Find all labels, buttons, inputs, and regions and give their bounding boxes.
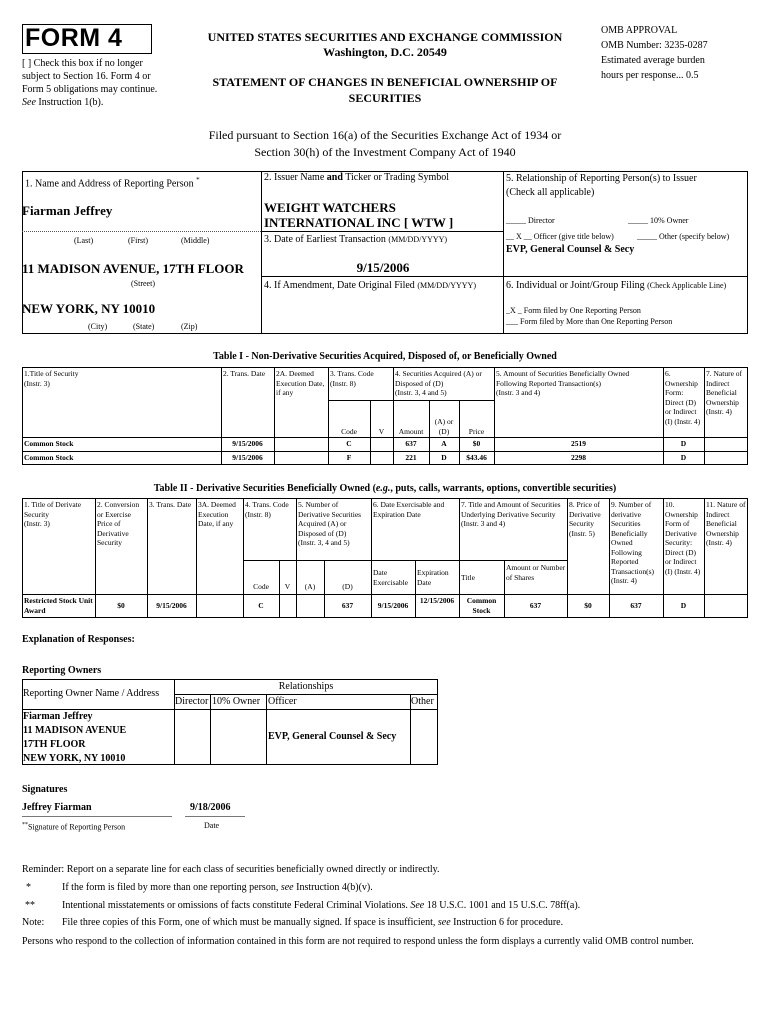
t1-r1-aord: A <box>441 439 447 448</box>
t1-r2-title: Common Stock <box>24 453 74 462</box>
t2-sub-exercisable: Date Exercisable <box>373 568 408 587</box>
owner-name-address <box>23 710 126 766</box>
table1-title: Table I - Non-Derivative Securities Acquired, Disposed of, or Beneficially Owned <box>213 351 557 362</box>
issuer-name-1: WEIGHT WATCHERS <box>264 200 396 215</box>
reporting-owners-title: Reporting Owners <box>22 665 102 676</box>
note-text <box>62 917 752 928</box>
t2-title-b: , puts, calls, warrants, options, convertible securities) <box>390 483 617 494</box>
form-title: FORM 4 <box>25 24 123 52</box>
owners-h-officer: Officer <box>268 696 297 707</box>
t2-title-a: Table II - Derivative Securities Beneficially Owned ( <box>153 483 376 494</box>
box4-label-text: 4. If Amendment, Date Original Filed <box>264 280 415 291</box>
state-label: (State) <box>133 322 155 331</box>
box2-label <box>264 172 449 183</box>
t1-r1-title: Common Stock <box>24 439 74 448</box>
middle-label: (Middle) <box>181 236 210 245</box>
t2-r-d: 637 <box>341 601 354 610</box>
box3-label-text: 3. Date of Earliest Transaction <box>264 234 386 245</box>
footnote-star-mark: * <box>26 882 31 893</box>
box2-label-a: 2. Issuer Name <box>264 172 325 183</box>
first-label: (First) <box>128 236 148 245</box>
box5-label-1: 5. Relationship of Reporting Person(s) to Issuer <box>506 173 697 184</box>
t1-r1-date: 9/15/2006 <box>232 439 263 448</box>
filed-pursuant-1: Filed pursuant to Section 16(a) of the Securities Exchange Act of 1934 or <box>208 128 562 142</box>
t1-h-acq: 4. Securities Acquired (A) or Disposed of (D) (Instr. 3, 4 and 5) <box>395 369 482 397</box>
t1-h-code: 3. Trans. Code (Instr. 8) <box>330 369 374 388</box>
t2-r-exp: 12/15/2006 <box>419 596 455 605</box>
t2-sub-expiration: Expiration Date <box>417 568 449 587</box>
t2-sub-amount: Amount or Number of Shares <box>506 563 566 582</box>
box1-star: * <box>196 176 200 184</box>
fn1-text-b: Instruction 4(b)(v). <box>296 882 373 893</box>
t2-h1: 1. Title of Derivate Security (Instr. 3) <box>24 500 82 528</box>
officer-checkbox[interactable]: __ X __ Officer (give title below) <box>506 232 614 241</box>
owners-h-director: Director <box>175 696 209 707</box>
filed-pursuant-2: Section 30(h) of the Investment Company Act of 1940 <box>254 145 516 159</box>
street-label: (Street) <box>131 279 155 288</box>
t2-r-conv: $0 <box>117 601 125 610</box>
reporting-person-name: Fiarman Jeffrey <box>22 203 113 218</box>
table2-title <box>22 483 748 494</box>
t2-r-price: $0 <box>584 601 592 610</box>
omb-box <box>601 23 761 83</box>
t2-h3: 3. Trans. Date <box>149 500 192 509</box>
last-label: (Last) <box>74 236 94 245</box>
t2-sub-a: (A) <box>304 582 316 591</box>
t1-sub-price: Price <box>468 427 485 436</box>
t2-r-und-amt: 637 <box>529 601 542 610</box>
box2-label-b: Ticker or Trading Symbol <box>345 172 450 183</box>
sig-label-text: Signature of Reporting Person <box>28 822 126 832</box>
note-text-b: Instruction 6 for procedure. <box>453 917 564 928</box>
t2-h7: 7. Title and Amount of Securities Underlying Derivative Security (Instr. 3 and 4) <box>461 500 561 528</box>
t1-h-form: 6. Ownership Form: Direct (D) or Indirect (I) (Instr. 4) <box>665 369 701 426</box>
box4-label <box>264 280 476 291</box>
t1-h-amount: 5. Amount of Securities Beneficially Owned Following Reported Transaction(s) (Instr. 3 and 4) <box>496 369 630 397</box>
explanation-heading: Explanation of Responses: <box>22 634 135 645</box>
t2-r-date: 9/15/2006 <box>156 601 187 610</box>
omb-approval: OMB APPROVAL <box>601 25 678 36</box>
t2-h5: 5. Number of Derivative Securities Acquired (A) or Disposed of (D) (Instr. 3, 4 and 5) <box>298 500 362 547</box>
date-label: Date <box>204 821 220 830</box>
fn2-text-a: Intentional misstatements or omissions of facts constitute Federal Criminal Violations. <box>62 900 408 911</box>
ten-percent-owner-checkbox[interactable]: _____ 10% Owner <box>628 216 689 225</box>
fn1-see: see <box>280 882 294 893</box>
owner-line-4: NEW YORK, NY 10010 <box>23 753 126 764</box>
signer-name: Jeffrey Fiarman <box>22 802 92 813</box>
agency-location: Washington, D.C. 20549 <box>323 45 447 59</box>
owner-line-2: 11 MADISON AVENUE <box>23 725 127 736</box>
owner-officer-title: EVP, General Counsel & Secy <box>268 731 397 742</box>
signatures-title: Signatures <box>22 784 68 795</box>
issuer-name-2: INTERNATIONAL INC [ WTW ] <box>264 215 454 230</box>
other-checkbox[interactable]: _____ Other (specify below) <box>637 232 730 241</box>
t1-r1-price: $0 <box>472 439 481 448</box>
box4-format: (MM/DD/YYYY) <box>417 281 476 290</box>
note-text-a: File three copies of this Form, one of which must be manually signed. If space is insufficient, <box>62 917 436 928</box>
note-see: see <box>437 917 451 928</box>
t1-h-title: 1.Title of Security (Instr. 3) <box>24 369 79 388</box>
owners-h-ten: 10% Owner <box>212 696 261 707</box>
box6-label-small: (Check Applicable Line) <box>647 281 727 290</box>
t1-sub-aord: (A) or (D) <box>434 417 454 436</box>
t1-h-date: 2. Trans. Date <box>223 369 266 378</box>
persons-notice: Persons who respond to the collection of information contained in this form are not required to respond unless the form displays a currently valid OMB control number. <box>22 936 694 947</box>
filing-option-more[interactable]: ___ Form filed by More than One Reporting Person <box>506 317 673 326</box>
footnote-double-star-mark: ** <box>25 900 35 911</box>
reminder-text: Reminder: Report on a separate line for each class of securities beneficially owned directly or indirectly. <box>22 864 440 875</box>
see-word: See <box>22 97 36 108</box>
owner-line-3: 17TH FLOOR <box>23 739 86 750</box>
city-state-zip: NEW YORK, NY 10010 <box>22 301 156 316</box>
fn1-text-a: If the form is filed by more than one reporting person, <box>62 882 279 893</box>
t2-r-form: D <box>680 601 687 610</box>
owners-h-other: Other <box>411 696 434 707</box>
t1-r2-aord: D <box>441 453 447 462</box>
t2-h8: 8. Price of Derivative Security (Instr. 5) <box>569 500 601 538</box>
t1-sub-code: Code <box>341 427 357 436</box>
t2-sub-title: Title <box>461 573 475 582</box>
instruction-ref: Instruction 1(b). <box>38 97 104 108</box>
city-label: (City) <box>88 322 108 331</box>
box2-label-and: and <box>326 172 343 183</box>
omb-number: OMB Number: 3235-0287 <box>601 40 708 51</box>
t2-h4: 4. Trans. Code (Instr. 8) <box>245 500 289 519</box>
check-box-label: [ ] Check this box if no longer subject to Section 16. Form 4 or Form 5 obligations may continue. <box>22 58 158 95</box>
t1-r2-form: D <box>680 453 687 462</box>
box1-label-text: 1. Name and Address of Reporting Person <box>25 178 194 190</box>
t1-r2-owned: 2298 <box>571 453 586 462</box>
footnote-double-star-text <box>62 900 752 911</box>
form-title-box <box>22 24 152 54</box>
t2-h2: 2. Conversion or Exercise Price of Derivative Security <box>97 500 140 547</box>
owners-h-name: Reporting Owner Name / Address <box>23 688 160 699</box>
box1-label <box>25 176 200 189</box>
box3-format: (MM/DD/YYYY) <box>388 235 448 244</box>
t1-r1-amount: 637 <box>405 439 417 448</box>
owners-h-relationships: Relationships <box>278 681 334 692</box>
t2-h11: 11. Nature of Indirect Beneficial Ownership (Instr. 4) <box>706 500 746 547</box>
signature-date: 9/18/2006 <box>190 802 231 813</box>
t1-h-deemed: 2A. Deemed Execution Date, if any <box>276 369 325 397</box>
t2-r-und-title: Common Stock <box>466 596 497 615</box>
street-address: 11 MADISON AVENUE, 17TH FLOOR <box>22 261 244 276</box>
t2-r-exer: 9/15/2006 <box>377 601 409 610</box>
t1-sub-v: V <box>378 427 385 436</box>
box3-label <box>264 234 447 245</box>
director-checkbox[interactable]: _____ Director <box>506 216 555 225</box>
t1-r2-date: 9/15/2006 <box>232 453 263 462</box>
t2-sub-code: Code <box>253 582 269 591</box>
omb-hours: hours per response... 0.5 <box>601 70 699 81</box>
filing-option-one[interactable]: _X _ Form filed by One Reporting Person <box>506 306 641 315</box>
t1-r1-owned: 2519 <box>571 439 586 448</box>
t2-r-owned: 637 <box>630 601 642 610</box>
earliest-transaction-date: 9/15/2006 <box>356 260 410 275</box>
t1-r1-form: D <box>680 439 687 448</box>
t2-title-eg: e.g. <box>375 483 391 494</box>
t1-r2-amount: 221 <box>405 453 417 462</box>
statement-title: STATEMENT OF CHANGES IN BENEFICIAL OWNERSHIP OF SECURITIES <box>212 75 558 105</box>
t2-h9: 9. Number of derivative Securities Beneficially Owned Following Reported Transaction(s) (Instr. 4) <box>611 500 655 585</box>
t1-r2-code: F <box>346 453 352 462</box>
sig-stars: ** <box>22 822 28 828</box>
t2-h10: 10. Ownership Form of Derivative Security: Direct (D) or Indirect (I) (Instr. 4) <box>665 500 701 576</box>
t2-sub-d: (D) <box>342 582 353 591</box>
t2-r-code: C <box>258 601 264 610</box>
t2-h3a: 3A. Deemed Execution Date, if any <box>198 500 236 528</box>
t1-h-nature: 7. Nature of Indirect Beneficial Ownership (Instr. 4) <box>706 369 743 416</box>
t2-sub-v: V <box>284 582 291 591</box>
box6-label <box>506 280 726 291</box>
agency-name: UNITED STATES SECURITIES AND EXCHANGE COMMISSION <box>207 30 563 44</box>
check-box-text <box>22 57 172 109</box>
fn2-text-b: 18 U.S.C. 1001 and 15 U.S.C. 78ff(a). <box>426 900 581 911</box>
footnote-star-text <box>62 882 752 893</box>
t2-h6: 6. Date Exercisable and Expiration Date <box>373 500 445 519</box>
box5-label-2: (Check all applicable) <box>506 187 595 198</box>
signature-label <box>22 822 125 832</box>
owner-line-1: Fiarman Jeffrey <box>23 711 93 722</box>
note-mark: Note: <box>22 917 45 928</box>
omb-burden: Estimated average burden <box>601 55 705 66</box>
box6-label-text: 6. Individual or Joint/Group Filing <box>506 280 645 291</box>
t2-r-title: Restricted Stock Unit Award <box>24 596 93 615</box>
t1-r1-code: C <box>346 439 352 448</box>
t1-r2-price: $43.46 <box>466 453 487 462</box>
zip-label: (Zip) <box>181 322 198 331</box>
t1-sub-amount: Amount <box>398 427 424 436</box>
officer-title: EVP, General Counsel & Secy <box>506 244 635 255</box>
fn2-see: See <box>410 900 425 911</box>
